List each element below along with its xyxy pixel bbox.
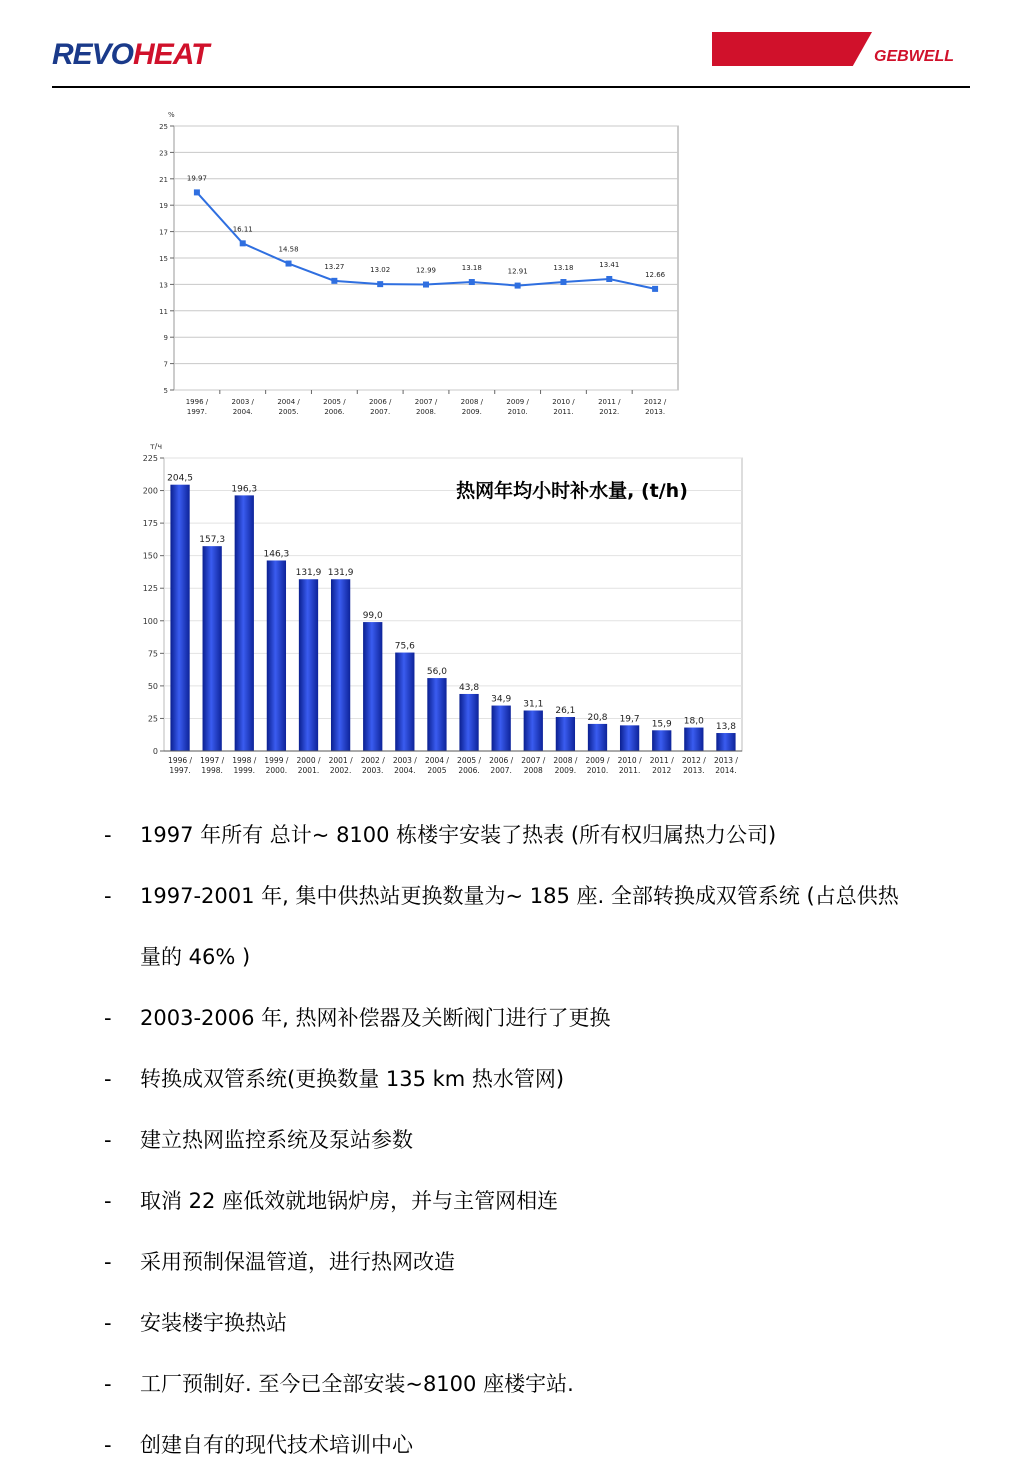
- bar: [331, 579, 350, 751]
- x-tick-label: 2001.: [297, 766, 320, 775]
- data-point: [606, 276, 612, 282]
- x-tick-label: 2011 /: [598, 398, 621, 406]
- gebwell-logo: GEBWELL: [874, 48, 954, 65]
- x-tick-label: 2007 /: [521, 756, 546, 765]
- bar: [363, 622, 382, 751]
- data-label: 99,0: [362, 611, 383, 622]
- x-tick-label: 2011 /: [649, 756, 674, 765]
- data-point: [240, 240, 246, 246]
- data-point: [469, 279, 475, 285]
- bullet-text: 安装楼宇换热站: [140, 1311, 287, 1335]
- data-point: [286, 261, 292, 267]
- data-point: [194, 189, 200, 195]
- y-tick-label: 125: [142, 584, 158, 594]
- x-tick-label: 2008.: [415, 408, 437, 416]
- x-tick-label: 1997 /: [200, 756, 225, 765]
- bar: [716, 733, 735, 751]
- bullet-dash: -: [104, 1189, 112, 1213]
- x-tick-label: 2007.: [370, 408, 391, 416]
- bullet-text: 建立热网监控系统及泵站参数: [140, 1128, 413, 1152]
- x-tick-label: 2013 /: [713, 756, 738, 765]
- bullet-dash: -: [104, 1250, 112, 1274]
- data-label: 196,3: [231, 484, 258, 495]
- data-point: [423, 282, 429, 288]
- x-tick-label: 1999.: [233, 766, 256, 775]
- x-tick-label: 2012 /: [643, 398, 667, 406]
- data-label: 31,1: [523, 699, 544, 710]
- data-label: 12.99: [415, 266, 437, 275]
- x-tick-label: 2008: [523, 766, 543, 775]
- x-tick-label: 2006 /: [368, 398, 392, 406]
- bar: [524, 711, 543, 751]
- x-tick-label: 2013.: [683, 766, 705, 775]
- x-tick-label: 1997.: [169, 766, 191, 775]
- bar: [427, 678, 446, 751]
- bullet-text: 量的 46% ): [140, 945, 251, 969]
- bullet-text: 1997 年所有 总计~ 8100 栋楼宇安装了热表 (所有权归属热力公司): [140, 823, 777, 847]
- data-point: [377, 281, 383, 287]
- bar: [203, 546, 222, 751]
- revoheat-logo: [52, 38, 208, 72]
- x-tick-label: 2004.: [394, 766, 416, 775]
- gebwell-logo-bar: [712, 32, 872, 66]
- y-tick-label: 150: [142, 551, 158, 561]
- x-tick-label: 2007.: [490, 766, 512, 775]
- bullet-text: 转换成双管系统(更换数量 135 km 热水管网): [140, 1067, 565, 1091]
- bullet-text: 工厂预制好. 至今已全部安装~8100 座楼宇站.: [140, 1372, 574, 1396]
- x-tick-label: 2002.: [329, 766, 352, 775]
- x-tick-label: 2010 /: [552, 398, 575, 406]
- data-label: 157,3: [199, 535, 226, 546]
- x-tick-label: 2010.: [586, 766, 609, 775]
- bar: [492, 706, 511, 751]
- y-tick-label: 225: [142, 454, 158, 463]
- y-axis-label: %: [168, 111, 175, 119]
- y-tick-label: 25: [159, 123, 168, 131]
- x-tick-label: 2008 /: [460, 398, 484, 406]
- y-tick-label: 9: [163, 334, 168, 343]
- x-tick-label: 1998.: [201, 766, 223, 775]
- data-label: 56,0: [426, 667, 447, 678]
- logo-left-a: REVO: [52, 38, 134, 71]
- x-tick-label: 2006.: [458, 766, 480, 775]
- x-tick-label: 2005 /: [323, 398, 346, 406]
- bullet-dash: -: [104, 823, 112, 847]
- bullet-dash: -: [104, 1433, 112, 1457]
- data-point: [515, 283, 521, 289]
- x-tick-label: 1998 /: [232, 756, 257, 765]
- bullet-dash: -: [104, 1067, 112, 1091]
- bar: [684, 728, 703, 751]
- x-tick-label: 2005: [427, 766, 447, 775]
- x-tick-label: 1996 /: [185, 398, 209, 406]
- bullet-text: 2003-2006 年, 热网补偿器及关断阀门进行了更换: [140, 1006, 611, 1030]
- bullet-dash: -: [104, 884, 112, 908]
- x-tick-label: 2004.: [232, 408, 253, 416]
- bullet-text: 采用预制保温管道，进行热网改造: [140, 1250, 455, 1274]
- data-label: 75,6: [394, 641, 415, 652]
- x-tick-label: 2003.: [361, 766, 384, 775]
- x-tick-label: 2008 /: [553, 756, 578, 765]
- y-axis-label: т/ч: [150, 442, 163, 451]
- y-tick-label: 25: [147, 714, 158, 724]
- y-tick-label: 17: [159, 228, 168, 237]
- x-tick-label: 2001 /: [328, 756, 353, 765]
- x-tick-label: 2003 /: [231, 398, 254, 406]
- bullet-text: 1997-2001 年, 集中供热站更换数量为~ 185 座. 全部转换成双管系统 (占总供热: [140, 884, 899, 908]
- y-tick-label: 19: [159, 202, 168, 211]
- data-label: 131,9: [295, 568, 322, 579]
- x-tick-label: 2013.: [645, 408, 666, 416]
- data-label: 13.18: [553, 264, 574, 273]
- x-tick-label: 2009.: [554, 766, 577, 775]
- loss-percentage-line-chart: [150, 105, 690, 425]
- bar: [395, 653, 414, 751]
- y-tick-label: 23: [159, 149, 168, 158]
- x-tick-label: 1997.: [186, 408, 207, 416]
- y-tick-label: 75: [147, 649, 158, 659]
- bar: [556, 717, 575, 751]
- y-tick-label: 5: [163, 387, 168, 395]
- data-label: 18,0: [683, 716, 704, 727]
- x-tick-label: 2009.: [461, 408, 482, 416]
- bar: [299, 579, 318, 751]
- x-tick-label: 2000 /: [296, 756, 321, 765]
- x-tick-label: 2012: [652, 766, 672, 775]
- x-tick-label: 2014.: [715, 766, 737, 775]
- logo-left-b: HEAT: [133, 38, 209, 71]
- bar: [620, 725, 639, 751]
- header-divider: [52, 86, 970, 88]
- bar: [652, 730, 671, 751]
- data-label: 14.58: [278, 245, 299, 254]
- data-point: [331, 278, 337, 284]
- data-label: 146,3: [263, 549, 290, 560]
- x-tick-label: 2006 /: [489, 756, 514, 765]
- data-label: 13.41: [599, 260, 620, 269]
- x-tick-label: 2010 /: [617, 756, 642, 765]
- bar: [459, 694, 478, 751]
- data-label: 19.97: [186, 174, 207, 183]
- x-tick-label: 2009 /: [585, 756, 610, 765]
- x-tick-label: 2005 /: [457, 756, 482, 765]
- data-label: 13.02: [370, 266, 391, 275]
- data-point: [560, 279, 566, 285]
- data-label: 204,5: [167, 473, 193, 484]
- data-label: 13.18: [461, 264, 482, 273]
- x-tick-label: 2007 /: [414, 398, 438, 406]
- y-tick-label: 11: [159, 307, 168, 316]
- makeup-water-bar-chart: [140, 435, 750, 785]
- data-label: 19,7: [619, 714, 640, 725]
- x-tick-label: 2012.: [599, 408, 620, 416]
- x-tick-label: 2011.: [553, 408, 574, 416]
- bullet-dash: -: [104, 1128, 112, 1152]
- bar: [267, 560, 286, 751]
- x-tick-label: 2012 /: [681, 756, 706, 765]
- x-tick-label: 2009 /: [506, 398, 529, 406]
- x-tick-label: 2003 /: [392, 756, 417, 765]
- chart-title: 热网年均小时补水量, (t/h): [456, 480, 688, 502]
- y-tick-label: 0: [152, 747, 158, 756]
- bar: [235, 495, 254, 751]
- x-tick-label: 2004 /: [277, 398, 300, 406]
- data-label: 131,9: [327, 568, 354, 579]
- bullet-dash: -: [104, 1006, 112, 1030]
- y-tick-label: 15: [159, 255, 168, 263]
- bar: [170, 485, 189, 751]
- data-label: 26,1: [555, 706, 576, 717]
- y-tick-label: 7: [163, 360, 168, 369]
- data-label: 13.27: [324, 262, 345, 271]
- y-tick-label: 100: [142, 616, 158, 626]
- y-tick-label: 21: [159, 175, 168, 184]
- bullet-dash: -: [104, 1372, 112, 1396]
- data-label: 34,9: [491, 694, 512, 705]
- x-tick-label: 2004 /: [424, 756, 449, 765]
- data-label: 13,8: [715, 722, 736, 733]
- y-tick-label: 13: [159, 281, 168, 290]
- bullet-dash: -: [104, 1311, 112, 1335]
- data-label: 12.66: [645, 270, 666, 279]
- y-tick-label: 200: [142, 486, 158, 496]
- data-label: 15,9: [651, 719, 672, 730]
- x-tick-label: 2011.: [618, 766, 641, 775]
- x-tick-label: 2005.: [278, 408, 299, 416]
- x-tick-label: 2002 /: [360, 756, 385, 765]
- data-point: [652, 286, 658, 292]
- x-tick-label: 2000.: [265, 766, 288, 775]
- bullet-text: 创建自有的现代技术培训中心: [140, 1433, 413, 1457]
- y-tick-label: 50: [147, 681, 158, 691]
- bullet-text: 取消 22 座低效就地锅炉房，并与主管网相连: [140, 1189, 559, 1213]
- x-tick-label: 2010.: [507, 408, 528, 416]
- x-tick-label: 2006.: [324, 408, 345, 416]
- y-tick-label: 175: [142, 519, 158, 529]
- data-label: 43,8: [459, 682, 480, 693]
- x-tick-label: 1996 /: [168, 756, 193, 765]
- data-label: 16.11: [232, 225, 253, 234]
- x-tick-label: 1999 /: [264, 756, 289, 765]
- bar: [588, 724, 607, 751]
- page-header: [0, 0, 1016, 90]
- data-label: 20,8: [587, 712, 608, 723]
- data-label: 12.91: [507, 267, 528, 276]
